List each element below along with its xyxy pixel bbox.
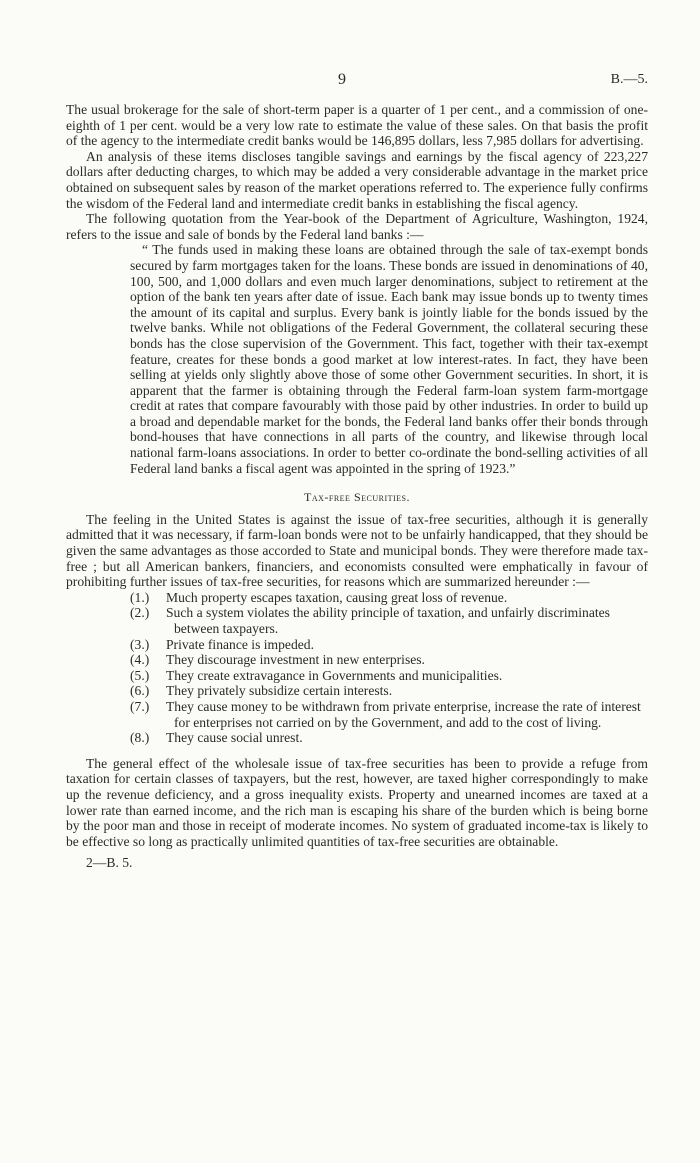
list-item (130, 590, 648, 606)
document-page (66, 72, 648, 871)
spacer (66, 746, 648, 756)
list-item-text: They privately subsidize certain interests. (166, 683, 393, 699)
list-item-text: They cause social unrest. (166, 730, 303, 746)
reasons-list (66, 590, 648, 746)
list-item-text: Much property escapes taxation, causing great loss of revenue. (166, 589, 508, 605)
page-number: 9 (338, 71, 346, 88)
list-item (130, 637, 648, 653)
quote-text: “ The funds used in making these loans are obtained through the sale of tax-exempt bonds secured by farm mortgages taken for the loans. These bonds are issued in denominations of 40, 100, 500, and 1,000 dollars and even much larger denominations, subject to retirement at the option of the bank ten years after date of issue. Each bank may issue bonds up to twenty times the amount of its capital and surplus. Every bank is jointly liable for the bonds issued by the twelve banks. While not obligations of the Federal Government, the collateral securing these bonds has the close supervision of the Government. This fact, together with their tax-exempt feature, creates for these bonds a good market at low interest-rates. In fact, they have been selling at yields only slightly above those of some other Government securities. In short, it is apparent that the farmer is obtaining through the Federal farm-loan system farm-mortgage credit at rates that compare favourably with those paid by other industries. In order to build up a broad and dependable market for the bonds, the Federal land banks offer their bonds through bond-houses that have connections in all parts of the country, and likewise through local national farm-loans associations. In order to better co-ordinate the bond-selling activities of all Federal land banks a fiscal agent was appointed in the spring of 1923.” (130, 242, 648, 476)
paragraph-section-intro: The feeling in the United States is against the issue of tax-free securities, although it is generally admitted that it was necessary, if farm-loan bonds were not to be unfairly handicapped, that they should be given the same advantages as those accorded to State and municipal bonds. They were therefore made tax-free ; but all American bankers, financiers, and economists consulted were emphatically in favour of prohibiting further issues of tax-free securities, for reasons which are summarized hereunder :— (66, 511, 648, 590)
list-item-number: (7.) (130, 698, 150, 714)
list-item-number: (4.) (130, 652, 150, 668)
list-item (130, 605, 648, 636)
page-header (66, 72, 648, 102)
paragraph-analysis: An analysis of these items discloses tangible savings and earnings by the fiscal agency of 223,227 dollars after deducting charges, to which may be added a very considerable advantage in the market price obtained on subsequent sales by reason of the market operations referred to. The experience fully confirms the wisdom of the Federal land and intermediate credit banks in establishing the fiscal agency. (66, 148, 648, 211)
list-item (130, 652, 648, 668)
list-item-number: (8.) (130, 730, 150, 746)
list-item-text: They cause money to be withdrawn from private enterprise, increase the rate of interest for enterprises not carried on by the Government, and add to the cost of living. (166, 698, 641, 730)
list-item (130, 730, 648, 746)
list-item-text: Private finance is impeded. (166, 636, 314, 652)
list-item-text: They discourage investment in new enterprises. (166, 652, 425, 668)
list-item (130, 683, 648, 699)
list-item-text: Such a system violates the ability principle of taxation, and unfairly discriminates between taxpayers. (166, 605, 610, 636)
paragraph-brokerage: The usual brokerage for the sale of short-term paper is a quarter of 1 per cent., and a commission of one-eighth of 1 per cent. would be a very low rate to estimate the value of these sales. On that basis the profit of the agency to the intermediate credit banks would be 146,895 dollars, less 7,985 dollars for advertising. (66, 102, 648, 149)
block-quote (130, 242, 648, 476)
list-item-number: (2.) (130, 605, 150, 621)
paragraph-quotation-intro: The following quotation from the Year-book of the Department of Agriculture, Washington, 1924, refers to the issue and sale of bonds by the Federal land banks :— (66, 211, 648, 242)
list-item-number: (1.) (130, 589, 150, 605)
paragraph-closing: The general effect of the wholesale issue of tax-free securities has been to provide a refuge from taxation for certain classes of taxpayers, but the rest, however, are taxed higher correspondingly to make up the revenue deficiency, and a gross inequality exists. Property and unearned incomes are taxed at a lower rate than earned income, and the rich man is escaping his share of the burden which is being borne by the poor man and those in receipt of moderate incomes. No system of graduated income-tax is likely to be effective so long as practically unlimited quantities of tax-free securities are obtainable. (66, 755, 648, 849)
section-heading: Tax-free Securities. (304, 490, 410, 505)
list-item-number: (3.) (130, 636, 150, 652)
list-item (130, 699, 648, 730)
list-item-number: (6.) (130, 683, 150, 699)
list-item-number: (5.) (130, 667, 150, 683)
document-reference: B.—5. (610, 72, 648, 87)
list-item-text: They create extravagance in Governments and municipalities. (166, 667, 503, 683)
list-item (130, 668, 648, 684)
footer-signature: 2—B. 5. (86, 855, 133, 871)
